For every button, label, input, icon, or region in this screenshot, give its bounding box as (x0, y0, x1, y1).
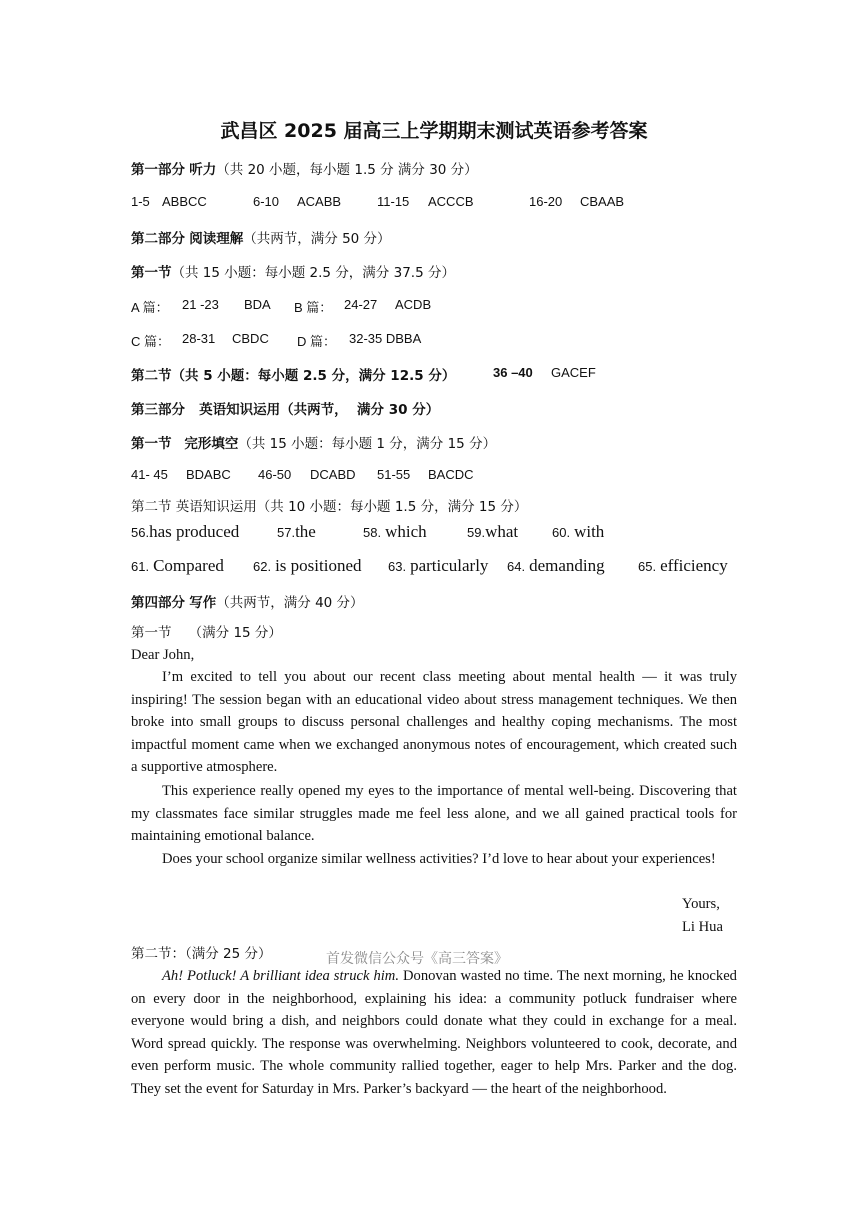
answer-range: 32-35 DBBA (349, 331, 422, 346)
answer-range: 51-55 (377, 467, 411, 482)
part1-name: 听力 (189, 162, 217, 178)
part1-heading (131, 158, 478, 178)
fill-answer (507, 556, 605, 576)
fill-answer (467, 522, 518, 542)
answer-key: ABBCC (162, 194, 207, 209)
part2-sec2-key: GACEF (551, 365, 596, 380)
fill-word: the (295, 522, 316, 541)
fill-number: 56. (131, 525, 150, 540)
part3-heading (131, 398, 439, 418)
answer-key: ACDB (395, 297, 432, 312)
fill-word: with (574, 522, 605, 541)
passage-label: A 篇： (131, 300, 169, 315)
passage-label: C 篇： (131, 334, 171, 349)
fill-number: 59. (467, 525, 486, 540)
answer-range: 1-5 (131, 194, 150, 209)
fill-word: Compared (153, 556, 224, 575)
fill-answer (363, 522, 427, 542)
letter-closing: Yours, (682, 896, 720, 912)
fill-word: efficiency (660, 556, 728, 575)
part4-name: 写作 (189, 595, 217, 611)
fill-number: 57. (277, 525, 296, 540)
fill-word: is positioned (275, 556, 362, 575)
part4-sec1-heading (131, 621, 282, 641)
page-title: 武昌区 2025 届高三上学期期末测试英语参考答案 (220, 120, 648, 142)
part2-heading (131, 227, 391, 247)
letter-greeting: Dear John, (131, 647, 195, 663)
fill-word: demanding (529, 556, 605, 575)
fill-answer (277, 522, 316, 542)
fill-number: 62. (253, 559, 272, 574)
passage-label: B 篇： (294, 300, 333, 315)
fill-answer (388, 556, 488, 576)
answer-key: CBAAB (580, 194, 625, 209)
part2-sec2-range: 36 –40 (493, 365, 533, 380)
answer-range: 6-10 (253, 194, 280, 209)
part4-note: （共两节，满分 40 分） (216, 595, 364, 611)
fill-number: 65. (638, 559, 657, 574)
part3-label: 第三部分 (131, 402, 185, 418)
story-text: Donovan wasted no time. The next morning, he knocked on every door in the neighborhood, explaining his idea: a community potluck fundraiser where everyone would bring a dish, and neighbors could donate what they could in exchange for a meal. Word spread quickly. The response was overwhelming. Neighbors volunteered to cook, decorate, and even perform music. The whole community rallied together, eager to help Mrs. Parker and the dog. They set the event for Saturday in Mrs. Parker’s backyard — the heart of the neighborhood. (131, 968, 737, 1097)
answer-key: BDABC (186, 467, 231, 482)
fill-answer (253, 556, 362, 576)
part2-sec1-note: （共 15 小题：每小题 2.5 分，满分 37.5 分） (171, 265, 455, 281)
answer-range: 21 -23 (182, 297, 219, 312)
part4-sec1-label: 第一节 (131, 625, 172, 641)
part3-sec1-heading (131, 432, 496, 452)
answer-range: 41- 45 (131, 467, 168, 482)
part2-sec2-heading (131, 364, 455, 384)
answer-range: 16-20 (529, 194, 563, 209)
part3-sec1-name: 完形填空 (184, 436, 239, 452)
part2-sec1-label: 第一节 (131, 265, 172, 281)
story-paragraph (131, 965, 737, 1101)
part3-sec2-heading: 第二节 英语知识运用（共 10 小题：每小题 1.5 分，满分 15 分） (131, 499, 528, 515)
letter-paragraph: This experience really opened my eyes to the importance of mental well-being. Discovering that my classmates face similar struggles made me feel less alone, and we all gained practical tools for maintaining emotional balance. (131, 783, 737, 845)
answer-range: 11-15 (377, 194, 410, 209)
fill-number: 64. (507, 559, 526, 574)
part3-sec1-note: （共 15 小题：每小题 1 分，满分 15 分） (238, 436, 497, 452)
answer-range: 28-31 (182, 331, 216, 346)
fill-number: 58. (363, 525, 382, 540)
answer-range: 46-50 (258, 467, 292, 482)
answer-key: ACCCB (428, 194, 474, 209)
answer-range: 24-27 (344, 297, 378, 312)
part2-label: 第二部分 (131, 231, 185, 247)
story-lead: Ah! Potluck! A brilliant idea struck him. (162, 968, 399, 984)
fill-word: particularly (410, 556, 489, 575)
part3-name: 英语知识运用（共两节， (199, 402, 348, 418)
letter-signature: Li Hua (682, 919, 723, 935)
part4-sec1-note: （满分 15 分） (188, 625, 282, 641)
part2-sec2-label: 第二节（共 5 小题：每小题 2.5 分，满分 12.5 分） (131, 368, 456, 384)
part3-sec1-label: 第一节 (131, 436, 172, 452)
part4-label: 第四部分 (131, 595, 185, 611)
part2-name: 阅读理解 (189, 231, 244, 247)
fill-word: has produced (149, 522, 240, 541)
part3-note: 满分 30 分） (357, 402, 440, 418)
answer-key: BACDC (428, 467, 474, 482)
part4-sec2-heading: 第二节：（满分 25 分） (131, 946, 272, 962)
answer-key: DCABD (310, 467, 356, 482)
letter-paragraph: Does your school organize similar wellness activities? I’d love to hear about your experiences! (162, 851, 716, 867)
part2-sec1-heading (131, 261, 455, 281)
fill-number: 61. (131, 559, 150, 574)
fill-answer (552, 522, 604, 542)
fill-number: 60. (552, 525, 571, 540)
fill-answer (131, 556, 224, 576)
fill-word: which (385, 522, 427, 541)
fill-answer (131, 522, 239, 542)
answer-key: CBDC (232, 331, 269, 346)
part1-label: 第一部分 (131, 162, 185, 178)
passage-label: D 篇： (297, 334, 337, 349)
part1-note: （共 20 小题，每小题 1.5 分 满分 30 分） (216, 162, 478, 178)
fill-word: what (485, 522, 519, 541)
fill-answer (638, 556, 728, 576)
answer-key: BDA (244, 297, 271, 312)
answer-key: ACABB (297, 194, 342, 209)
part4-heading (131, 591, 364, 611)
watermark: 首发微信公众号《高三答案》 (326, 951, 508, 967)
letter-paragraph: I’m excited to tell you about our recent class meeting about mental health — it was truly inspiring! The session began with an educational video about stress management techniques. We then broke into small groups to discuss personal challenges and healthy coping mechanisms. The most impactful moment came when we exchanged anonymous notes of encouragement, which created such a supportive atmosphere. (131, 669, 737, 776)
fill-number: 63. (388, 559, 407, 574)
part2-note: （共两节，满分 50 分） (243, 231, 391, 247)
